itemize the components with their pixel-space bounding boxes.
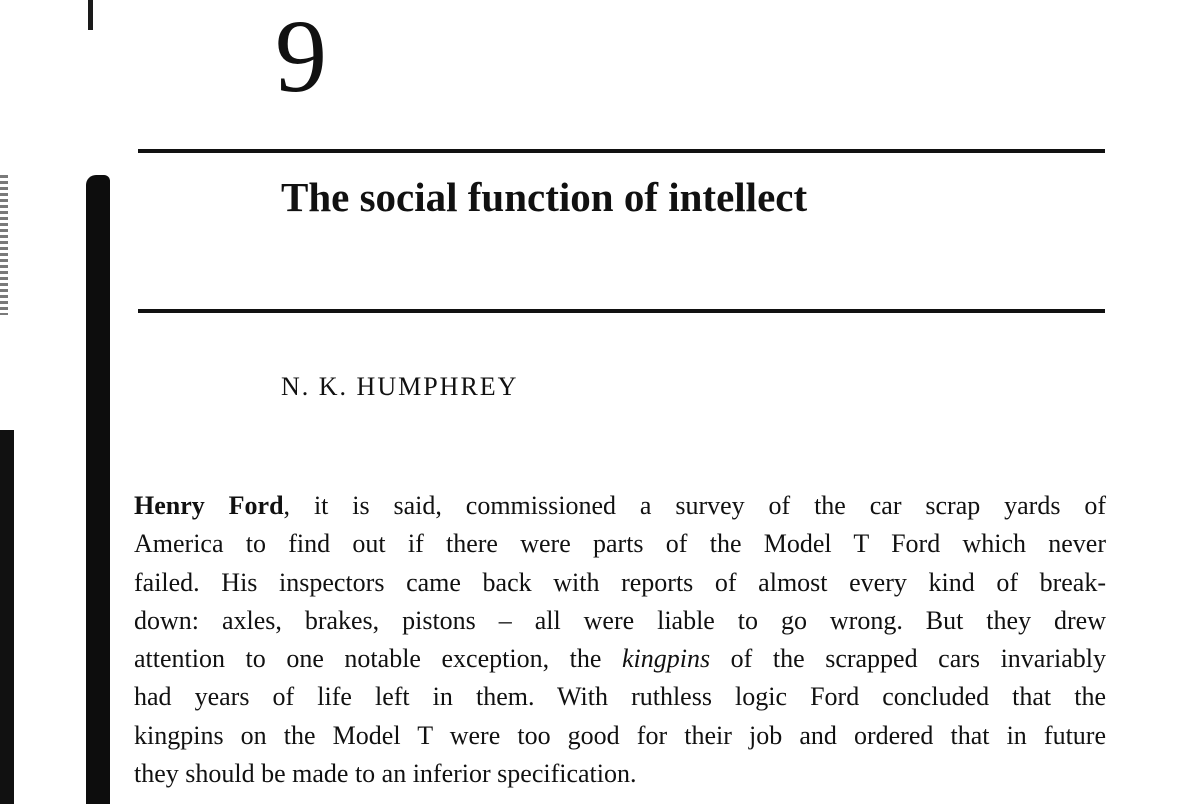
body-paragraph [134,487,1106,793]
paragraph-line-8: they should be made to an inferior specification. [134,759,637,789]
chapter-number: 9 [275,0,327,114]
line-5-text-b: of the scrapped cars invariably [710,644,1106,674]
scan-artifact-top [88,0,93,30]
line-5-text-a: attention to one notable exception, the [134,644,622,674]
paragraph-line-6: had years of life left in them. With ruthless logic Ford concluded that the [134,682,1106,712]
paragraph-line-5 [134,640,1106,678]
paragraph-line-7: kingpins on the Model T were too good for their job and ordered that in future [134,720,1106,750]
bottom-rule [138,309,1105,313]
paragraph-line-2: America to find out if there were parts of the Model T Ford which never [134,529,1106,559]
lead-in: Henry Ford [134,491,284,520]
paragraph-line-4: down: axles, brakes, pistons – all were liable to go wrong. But they drew [134,605,1106,635]
scan-artifact-edge-lower [0,430,14,804]
scan-artifact-edge [0,175,8,315]
scan-artifact-binding-shadow [86,175,110,804]
paragraph-line-3: failed. His inspectors came back with reports of almost every kind of break- [134,567,1106,597]
author-name: N. K. HUMPHREY [281,372,519,401]
italic-term: kingpins [621,644,711,674]
chapter-title: The social function of intellect [281,174,808,220]
top-rule [138,149,1105,153]
paragraph-line-1 [134,487,1106,525]
line-1-text: , it is said, commissioned a survey of the car scrap yards of [283,491,1106,520]
